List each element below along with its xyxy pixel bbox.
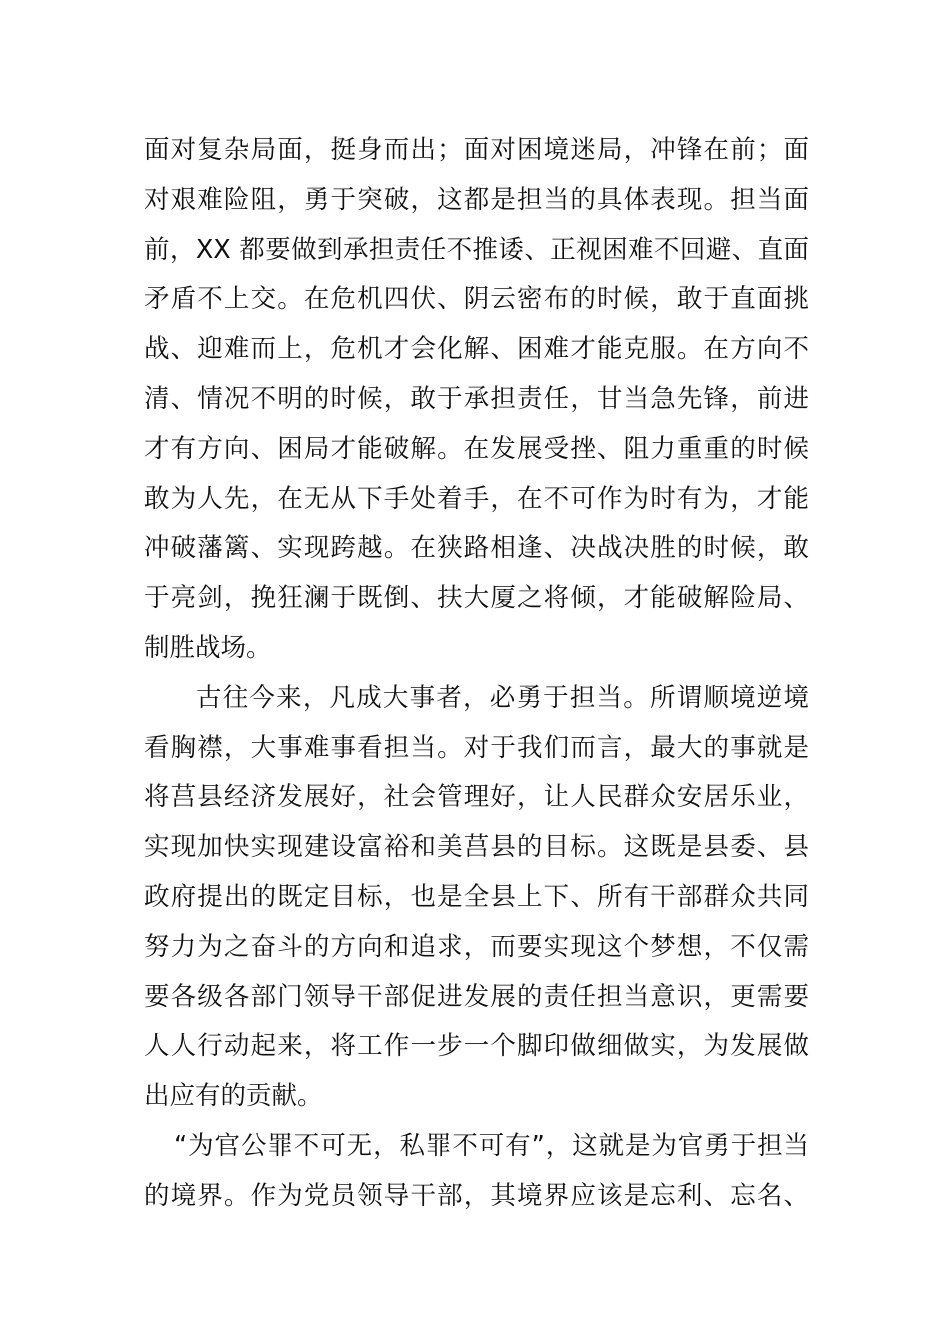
- text-line: 政府提出的既定目标，也是全县上下、所有干部群众共同: [144, 881, 809, 912]
- text-line: 努力为之奋斗的方向和追求，而要实现这个梦想，不仅需: [144, 931, 809, 962]
- text-line: 对艰难险阻，勇于突破，这都是担当的具体表现。担当面: [144, 184, 809, 215]
- text-line: 要各级各部门领导干部促进发展的责任担当意识，更需要: [144, 981, 809, 1012]
- text-line: 出应有的贡献。: [144, 1081, 323, 1112]
- text-line: “为官公罪不可无，私罪不可有”，这就是为官勇于担当: [174, 1130, 809, 1161]
- text-line: 古往今来，凡成大事者，必勇于担当。所谓顺境逆境: [196, 682, 809, 713]
- text-line: 才有方向、困局才能破解。在发展受挫、阻力重重的时候: [144, 433, 809, 464]
- text-line: 面对复杂局面，挺身而出；面对困境迷局，冲锋在前；面: [144, 135, 809, 165]
- text-line: 制胜战场。: [144, 632, 272, 663]
- text-line: 战、迎难而上，危机才会化解、困难才能克服。在方向不: [144, 334, 809, 365]
- body-text: [144, 126, 809, 1222]
- text-line: 人人行动起来，将工作一步一个脚印做细做实，为发展做: [144, 1031, 809, 1062]
- text-line: 矛盾不上交。在危机四伏、阴云密布的时候，敢于直面挑: [144, 284, 809, 315]
- text-line: 实现加快实现建设富裕和美莒县的目标。这既是县委、县: [144, 832, 809, 863]
- text-line: 于亮剑，挽狂澜于既倒、扶大厦之将倾，才能破解险局、: [144, 583, 809, 614]
- text-line: 清、情况不明的时候，敢于承担责任，甘当急先锋，前进: [144, 383, 809, 414]
- text-line: 的境界。作为党员领导干部，其境界应该是忘利、忘名、: [144, 1180, 809, 1211]
- text-line: 冲破藩篱、实现跨越。在狭路相逢、决战决胜的时候，敢: [144, 533, 809, 564]
- text-line: 敢为人先，在无从下手处着手，在不可作为时有为，才能: [144, 483, 809, 514]
- text-line: 前，XX 都要做到承担责任不推诿、正视困难不回避、直面: [144, 234, 809, 265]
- text-line: 看胸襟，大事难事看担当。对于我们而言，最大的事就是: [144, 732, 809, 763]
- text-line: 将莒县经济发展好，社会管理好，让人民群众安居乐业，: [144, 782, 809, 813]
